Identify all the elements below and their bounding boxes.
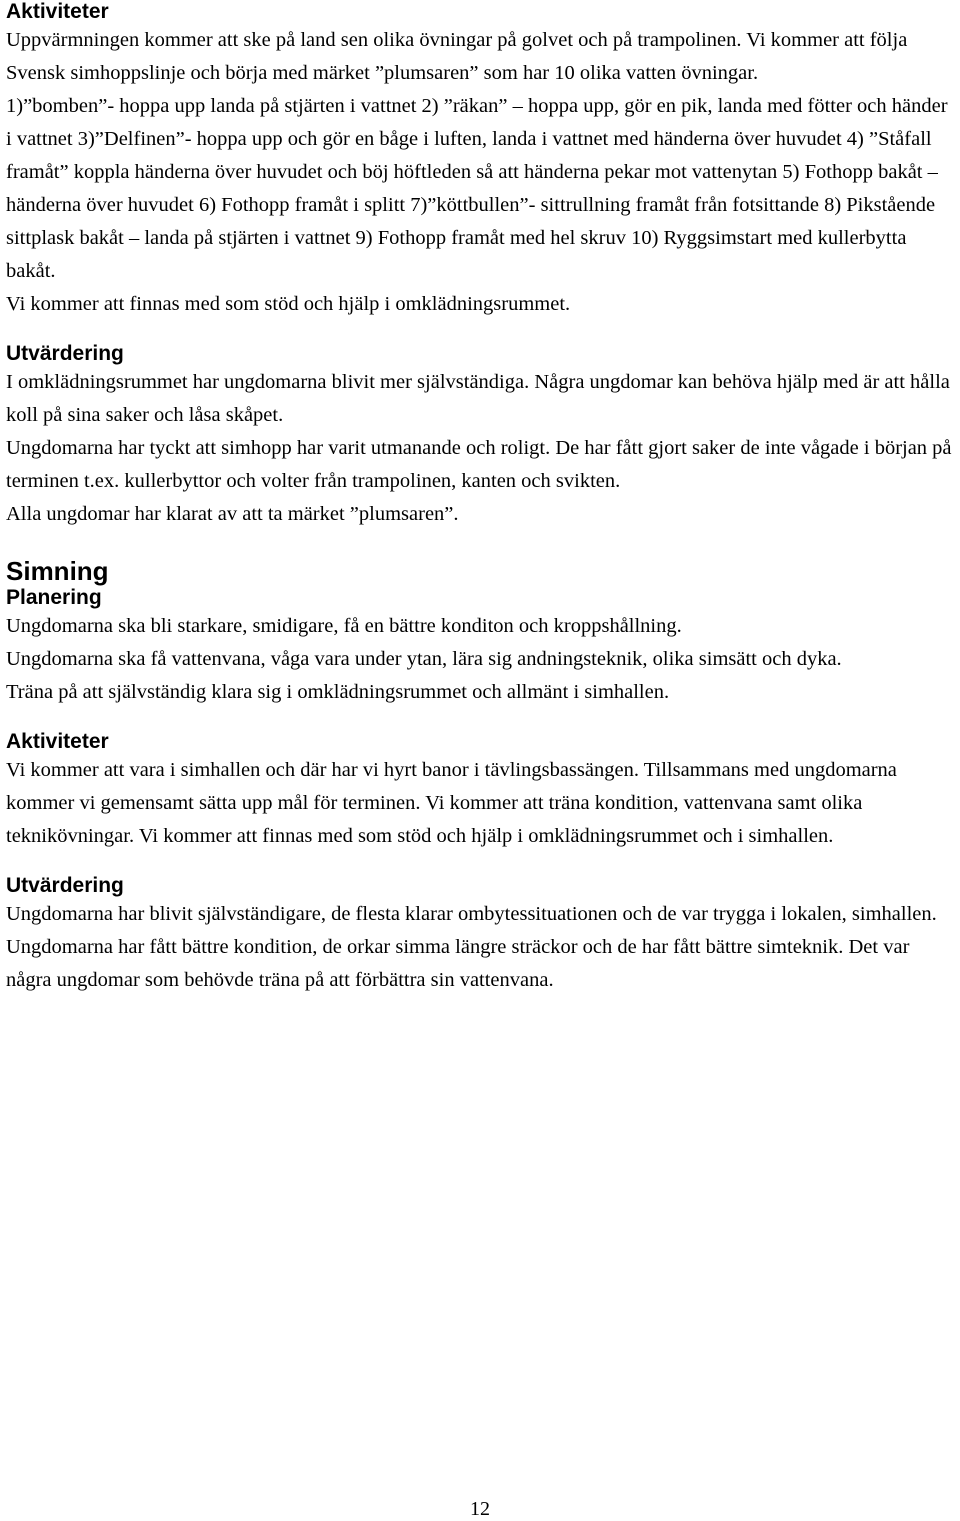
paragraph: Ungdomarna har blivit självständigare, de flesta klarar ombytessituationen och de var trygga i lokalen, simhallen. Ungdomarna har fått bättre kondition, de orkar simma längre sträckor och de har fått bättre simteknik. Det var några ungdomar som behövde träna på att förbättra sin vattenvana.	[6, 903, 937, 991]
heading-planering: Planering	[6, 586, 102, 609]
heading-aktiviteter: Aktiviteter	[6, 0, 109, 23]
page-number: 12	[470, 1498, 490, 1520]
paragraph: Alla ungdomar har klarat av att ta märket ”plumsaren”.	[6, 503, 459, 525]
paragraph: 1)”bomben”- hoppa upp landa på stjärten i vattnet 2) ”räkan” – hoppa upp, gör en pik, landa med fötter och händer i vattnet 3)”Delfinen”- hoppa upp och gör en båge i luften, landa i vattnet med händerna över huvudet 4) ”Ståfall framåt” koppla händerna över huvudet och böj höftleden så att händerna pekar mot vattenytan 5) Fothopp bakåt – händerna över huvudet 6) Fothopp framåt i splitt 7)”köttbullen”- sittrullning framåt från fotsittande 8) Pikstående sittplask bakåt – landa på stjärten i vattnet 9) Fothopp framåt med hel skruv 10) Ryggsimstart med kullerbytta bakåt.	[6, 95, 948, 282]
paragraph: Ungdomarna har tyckt att simhopp har varit utmanande och roligt. De har fått gjort saker de inte vågade i början på terminen t.ex. kullerbyttor och volter från trampolinen, kanten och svikten.	[6, 437, 952, 492]
paragraph: Vi kommer att finnas med som stöd och hjälp i omklädningsrummet.	[6, 293, 571, 315]
paragraph: Ungdomarna ska bli starkare, smidigare, få en bättre konditon och kroppshållning.	[6, 615, 682, 637]
heading-aktiviteter-simning: Aktiviteter	[6, 730, 109, 753]
paragraph: I omklädningsrummet har ungdomarna blivit mer självständiga. Några ungdomar kan behöva hjälp med är att hålla koll på sina saker och låsa skåpet.	[6, 371, 950, 426]
heading-utvardering-simning: Utvärdering	[6, 874, 124, 897]
document-page	[6, 0, 956, 997]
paragraph: Träna på att självständig klara sig i omklädningsrummet och allmänt i simhallen.	[6, 681, 670, 703]
paragraph: Vi kommer att vara i simhallen och där har vi hyrt banor i tävlingsbassängen. Tillsammans med ungdomarna kommer vi gemensamt sätta upp mål för terminen. Vi kommer att träna kondition, vattenvana samt olika teknikövningar. Vi kommer att finnas med som stöd och hjälp i omklädningsrummet och i simhallen.	[6, 759, 897, 847]
paragraph: Ungdomarna ska få vattenvana, våga vara under ytan, lära sig andningsteknik, olika simsätt och dyka.	[6, 648, 842, 670]
paragraph: Uppvärmningen kommer att ske på land sen olika övningar på golvet och på trampolinen. Vi kommer att följa Svensk simhoppslinje och börja med märket ”plumsaren” som har 10 olika vatten övningar.	[6, 29, 908, 84]
section-title-simning: Simning	[6, 556, 109, 586]
heading-utvardering: Utvärdering	[6, 342, 124, 365]
